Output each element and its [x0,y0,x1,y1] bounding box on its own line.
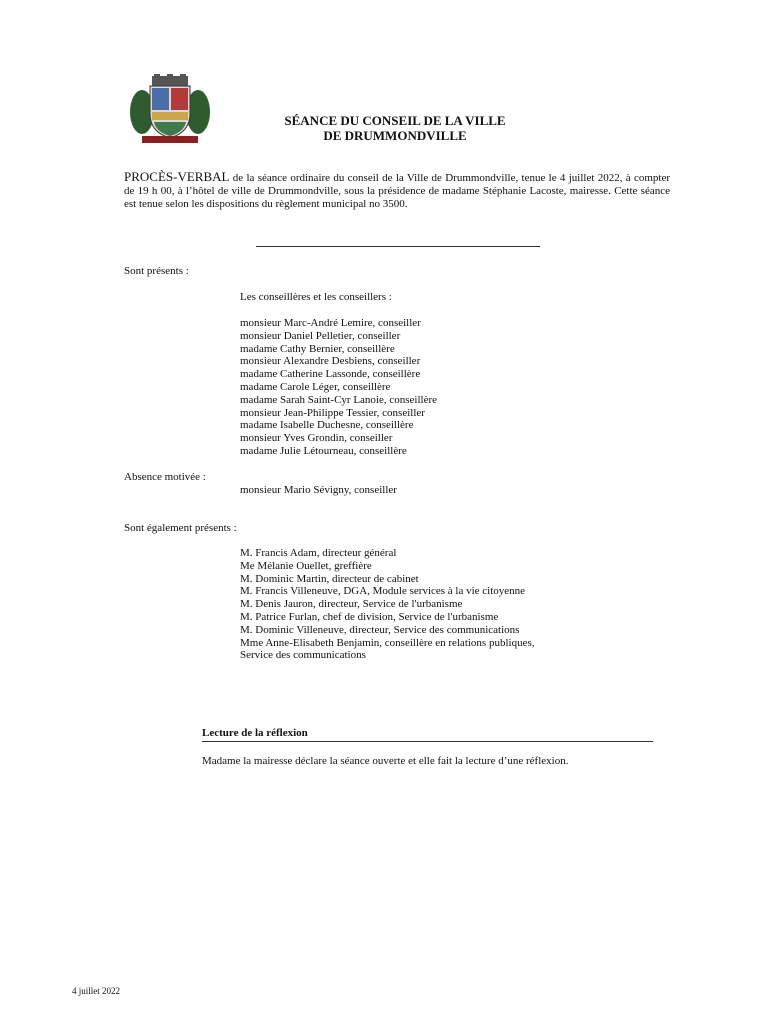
list-item: madame Sarah Saint-Cyr Lanoie, conseillère [240,393,438,406]
list-item: monsieur Daniel Pelletier, conseiller [240,329,401,342]
city-coat-of-arms-logo [128,74,212,144]
intro-paragraph [124,170,670,211]
absent-member: monsieur Mario Sévigny, conseiller [240,484,397,496]
absence-label: Absence motivée : [124,471,206,483]
list-item: Me Mélanie Ouellet, greffière [240,559,372,572]
list-item: monsieur Marc-André Lemire, conseiller [240,317,421,329]
staff-list [240,547,534,662]
footer-date: 4 juillet 2022 [72,986,120,996]
list-item: M. Francis Adam, directeur général [240,547,397,559]
intro-text: de la séance ordinaire du conseil de la Ville de Drummondville, tenue le 4 juillet 2022, à compter de 19 h 00, à l’hôtel de ville de Drummondville, sous la présidence de madame Stéphanie Lacoste, mairesse. Cette séance est tenue selon les dispositions du règlement municipal no 3500. [124,172,670,210]
also-present-label: Sont également présents : [124,522,237,534]
reflection-text: Madame la mairesse déclare la séance ouverte et elle fait la lecture d’une réflexion. [202,755,569,767]
list-item: monsieur Jean-Philippe Tessier, conseiller [240,406,425,419]
list-item: madame Cathy Bernier, conseillère [240,342,395,355]
separator-line [256,246,540,247]
list-item: Mme Anne-Elisabeth Benjamin, conseillère en relations publiques, [240,636,535,649]
title-line-2: DE DRUMMONDVILLE [323,128,467,143]
list-item: madame Catherine Lassonde, conseillère [240,368,421,381]
list-item: monsieur Yves Grondin, conseiller [240,432,393,445]
list-item: M. Dominic Martin, directeur de cabinet [240,572,419,585]
list-item: monsieur Alexandre Desbiens, conseiller [240,355,421,368]
list-item: M. Denis Jauron, directeur, Service de l'urbanisme [240,598,463,611]
present-label: Sont présents : [124,265,189,277]
document-title [230,113,560,143]
list-item: madame Julie Létourneau, conseillère [240,444,407,457]
councillors-subheading: Les conseillères et les conseillers : [240,291,392,303]
proces-verbal-lead: PROCÈS-VERBAL [124,169,230,184]
list-item: Service des communications [240,649,366,662]
list-item: M. Dominic Villeneuve, directeur, Service des communications [240,623,520,636]
list-item: madame Isabelle Duchesne, conseillère [240,419,414,432]
list-item: madame Carole Léger, conseillère [240,380,391,393]
title-line-1: SÉANCE DU CONSEIL DE LA VILLE [284,113,506,128]
list-item: M. Patrice Furlan, chef de division, Service de l'urbanisme [240,610,499,623]
reflection-heading: Lecture de la réflexion [202,727,653,742]
councillors-list [240,317,437,458]
list-item: M. Francis Villeneuve, DGA, Module services à la vie citoyenne [240,585,526,598]
